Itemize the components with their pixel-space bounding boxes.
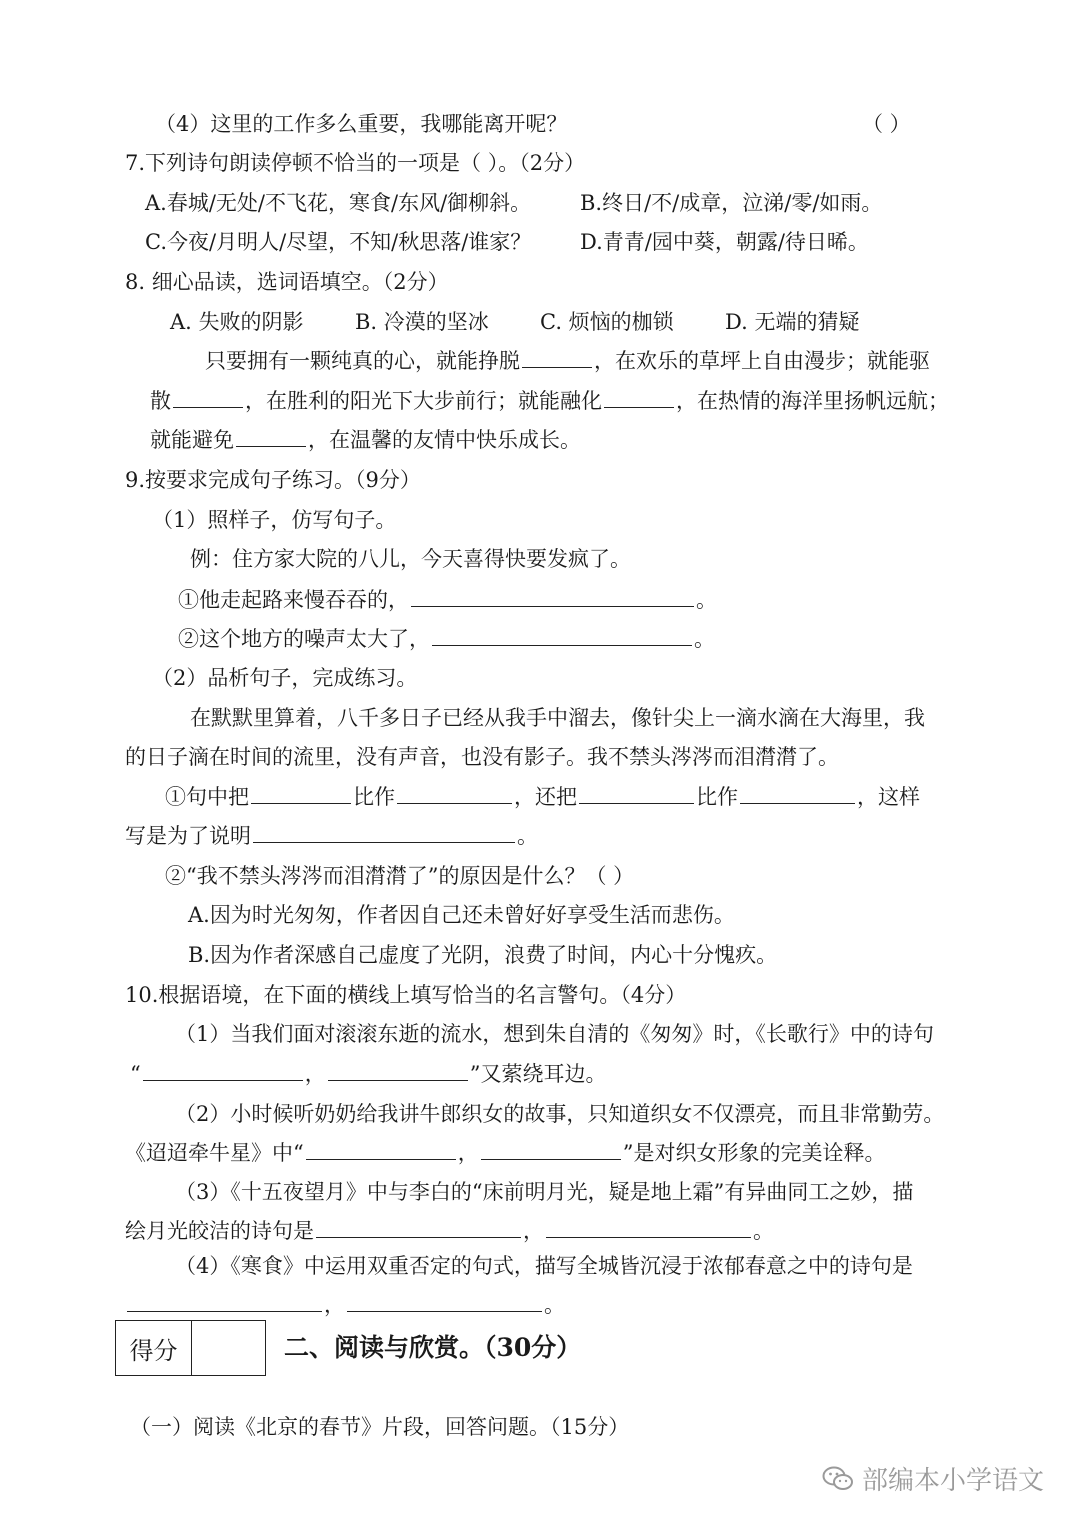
q7-option-b: B.终日/不/成章，泣涕/零/如雨。 <box>580 191 883 215</box>
question-8-title: 8. 细心品读，选词语填空。（2分） <box>125 270 449 294</box>
fill-blank[interactable] <box>236 426 306 447</box>
q8-paragraph-line-1: 只要拥有一颗纯真的心，就能挣脱 ，在欢乐的草坪上自由漫步；就能驱 <box>205 349 930 373</box>
q10-item-1-line-1: （1）当我们面对滚滚东逝的流水，想到朱自清的《匆匆》时，《长歌行》中的诗句 <box>175 1022 934 1046</box>
answer-line[interactable] <box>251 783 351 804</box>
q9-item-1: ①他走起路来慢吞吞的， 。 <box>178 588 717 612</box>
section-2-subheading: （一）阅读《北京的春节》片段，回答问题。（15分） <box>130 1415 630 1439</box>
q9-fill-line-1: ①句中把 比作 ，还把 比作 ，这样 <box>165 785 920 809</box>
answer-line[interactable] <box>253 822 515 843</box>
answer-line[interactable] <box>328 1060 468 1081</box>
q10-item-1-line-2: “ ， ”又萦绕耳边。 <box>130 1062 607 1086</box>
q9-question-2: ②“我不禁头涔涔而泪潸潸了”的原因是什么？（ ） <box>165 864 635 888</box>
q10-item-4-line-1: （4）《寒食》中运用双重否定的句式，描写全城皆沉浸于浓郁春意之中的诗句是 <box>175 1254 913 1278</box>
answer-line[interactable] <box>397 783 512 804</box>
answer-line[interactable] <box>579 783 694 804</box>
q10-item-2-line-2: 《迢迢牵牛星》中“ ， ”是对织女形象的完美诠释。 <box>125 1141 886 1165</box>
answer-line[interactable] <box>411 586 694 607</box>
score-value-cell[interactable] <box>192 1321 265 1375</box>
q9-example: 例：住方家大院的八儿，今天喜得快要发疯了。 <box>190 547 631 571</box>
fill-blank[interactable] <box>522 347 592 368</box>
watermark <box>822 1460 1044 1497</box>
answer-paren: （ ） <box>862 112 911 136</box>
answer-line[interactable] <box>347 1291 542 1312</box>
fill-blank[interactable] <box>604 387 674 408</box>
answer-line[interactable] <box>316 1217 521 1238</box>
q10-item-3-line-1: （3）《十五夜望月》中与李白的“床前明月光，疑是地上霜”有异曲同工之妙，描 <box>175 1180 914 1204</box>
q10-item-3-line-2: 绘月光皎洁的诗句是 ， 。 <box>125 1219 774 1243</box>
q9-passage-line-2: 的日子滴在时间的流里，没有声音，也没有影子。我不禁头涔涔而泪潸潸了。 <box>125 745 839 769</box>
q8-option-a: A. 失败的阴影 <box>170 310 304 334</box>
q7-option-d: D.青青/园中葵，朝露/待日晞。 <box>580 230 869 254</box>
q8-option-c: C. 烦恼的枷锁 <box>540 310 674 334</box>
section-2-title: 二、阅读与欣赏。（30分） <box>284 1333 582 1362</box>
answer-line[interactable] <box>306 1139 456 1160</box>
q9-option-b: B.因为作者深感自己虚度了光阴，浪费了时间，内心十分愧疚。 <box>188 943 778 967</box>
score-label: 得分 <box>116 1321 192 1375</box>
watermark-text: 部编本小学语文 <box>862 1466 1045 1496</box>
question-9-title: 9.按要求完成句子练习。（9分） <box>125 468 421 492</box>
answer-line[interactable] <box>432 625 692 646</box>
q9-option-a: A.因为时光匆匆，作者因自己还未曾好好享受生活而悲伤。 <box>188 903 735 927</box>
q7-option-a: A.春城/无处/不飞花，寒食/东风/御柳斜。 <box>145 191 532 215</box>
q9-passage-line-1: 在默默里算着，八千多日子已经从我手中溜去，像针尖上一滴水滴在大海里，我 <box>190 706 925 730</box>
question-7-title: 7.下列诗句朗读停顿不恰当的一项是（ ）。（2分） <box>125 151 586 175</box>
q8-option-d: D. 无端的猜疑 <box>725 310 860 334</box>
q9-subquestion-1: （1）照样子，仿写句子。 <box>152 508 397 532</box>
q8-paragraph-line-2: 散 ，在胜利的阳光下大步前行；就能融化 ，在热情的海洋里扬帆远航； <box>150 389 949 413</box>
q10-item-4-line-2: ， 。 <box>125 1291 565 1319</box>
q9-fill-line-2: 写是为了说明 。 <box>125 824 538 848</box>
q6-item-4: （4）这里的工作多么重要，我哪能离开呢？ <box>155 112 568 136</box>
answer-line[interactable] <box>143 1060 303 1081</box>
q9-item-2: ②这个地方的噪声太大了， 。 <box>178 627 715 651</box>
wechat-icon <box>822 1465 854 1493</box>
answer-line[interactable] <box>481 1139 621 1160</box>
q8-paragraph-line-3: 就能避免 ，在温馨的友情中快乐成长。 <box>150 428 581 452</box>
fill-blank[interactable] <box>173 387 243 408</box>
answer-line[interactable] <box>127 1291 322 1312</box>
q9-subquestion-2: （2）品析句子，完成练习。 <box>152 666 418 690</box>
score-box <box>115 1320 266 1376</box>
q10-item-2-line-1: （2）小时候听奶奶给我讲牛郎织女的故事，只知道织女不仅漂亮，而且非常勤劳。 <box>175 1102 945 1126</box>
answer-line[interactable] <box>546 1217 751 1238</box>
q8-option-b: B. 冷漠的坚冰 <box>355 310 489 334</box>
question-10-title: 10.根据语境，在下面的横线上填写恰当的名言警句。（4分） <box>125 983 687 1007</box>
q7-option-c: C.今夜/月明人/尽望，不知/秋思落/谁家？ <box>145 230 532 254</box>
answer-line[interactable] <box>740 783 855 804</box>
